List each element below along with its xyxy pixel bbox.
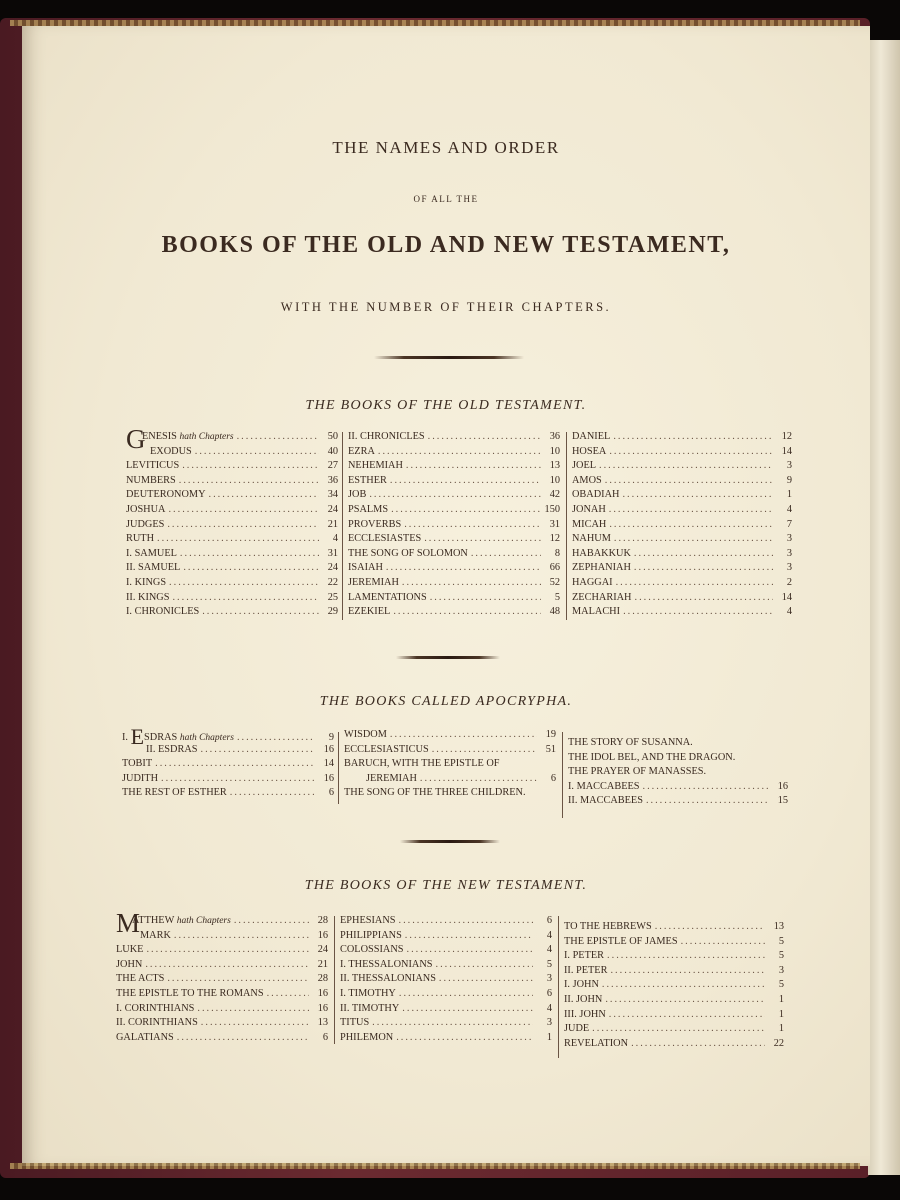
chapter-count: 21 <box>317 958 328 970</box>
list-item <box>568 780 788 795</box>
list-item <box>340 1016 552 1031</box>
list-item <box>348 430 560 445</box>
chapter-count: 5 <box>778 935 784 947</box>
book-name: EXODUS <box>150 445 192 457</box>
chapter-count: 2 <box>786 576 792 588</box>
list-item <box>348 474 560 489</box>
chapter-count: 66 <box>549 562 560 574</box>
book-name: THE EPISTLE TO THE ROMANS <box>116 987 264 999</box>
chapter-count: 36 <box>327 474 338 486</box>
book-name: THE EPISTLE OF JAMES <box>564 935 678 947</box>
list-item <box>340 1031 552 1046</box>
chapter-count: 31 <box>327 547 338 559</box>
chapter-count: 3 <box>546 1017 552 1029</box>
list-item <box>340 958 552 973</box>
book-name: COLOSSIANS <box>340 944 404 956</box>
chapter-count: 28 <box>317 973 328 985</box>
list-item <box>564 1008 784 1023</box>
apoc-divider-1 <box>338 732 339 804</box>
book-name: LUKE <box>116 944 144 956</box>
chapter-count: 16 <box>317 929 328 941</box>
chapter-count: 16 <box>317 987 328 999</box>
apoc-divider-2 <box>562 732 563 818</box>
list-item <box>126 576 338 591</box>
gilt-border-bottom <box>10 1163 860 1169</box>
list-item <box>116 1002 328 1017</box>
chapter-count: 13 <box>549 460 560 472</box>
chapter-count: 22 <box>327 576 338 588</box>
list-item <box>564 935 784 950</box>
ot-divider-1 <box>342 432 343 620</box>
book-name: DEUTERONOMY <box>126 489 206 501</box>
list-item <box>568 794 788 809</box>
book-name: WISDOM <box>344 729 387 740</box>
list-item <box>126 605 338 620</box>
header-main-title: BOOKS OF THE OLD AND NEW TESTAMENT, <box>161 232 731 258</box>
chapter-count: 14 <box>323 758 334 770</box>
book-name: MICAH <box>572 518 607 530</box>
chapter-count: 24 <box>327 562 338 574</box>
chapter-count: 4 <box>546 929 552 941</box>
list-item <box>344 757 556 772</box>
book-name: ENESIS <box>142 431 177 442</box>
book-name: I. TIMOTHY <box>340 987 396 999</box>
ot-divider-2 <box>566 432 567 620</box>
list-item <box>564 978 784 993</box>
list-item <box>340 972 552 987</box>
list-item <box>126 591 338 606</box>
drop-cap-g: G <box>126 424 146 454</box>
chapter-count: 3 <box>786 547 792 559</box>
apoc-column-2 <box>344 728 556 801</box>
chapter-count: 12 <box>781 431 792 442</box>
book-name: I. JOHN <box>564 979 599 991</box>
book-name: AMOS <box>572 474 602 486</box>
chapter-count: 4 <box>786 606 792 618</box>
book-name: II. SAMUEL <box>126 562 181 574</box>
chapter-count: 14 <box>781 591 792 603</box>
list-item <box>564 1022 784 1037</box>
list-item <box>116 1031 328 1046</box>
list-item <box>116 1016 328 1031</box>
book-name: THE ACTS <box>116 973 165 985</box>
list-item <box>572 605 792 620</box>
baruch-num: 6 <box>550 772 556 784</box>
list-item <box>126 488 338 503</box>
chapter-count: 21 <box>327 518 338 530</box>
chapter-count: 15 <box>777 795 788 807</box>
list-item <box>572 430 792 445</box>
book-name: ECCLESIASTICUS <box>344 743 429 755</box>
list-item <box>564 920 784 935</box>
list-item <box>116 958 328 973</box>
chapter-count: 16 <box>323 772 334 784</box>
list-item <box>564 964 784 979</box>
nt-divider-1 <box>334 916 335 1044</box>
chapter-count: 4 <box>786 503 792 515</box>
section-title-apocrypha: THE BOOKS CALLED APOCRYPHA. <box>319 694 573 709</box>
list-item <box>126 532 338 547</box>
list-item <box>348 547 560 562</box>
chapter-count: 1 <box>778 1008 784 1020</box>
apoc-first-num: 9 <box>328 732 334 743</box>
ornament-rule-1 <box>374 356 524 359</box>
chapter-count: 27 <box>327 460 338 472</box>
book-name: II. JOHN <box>564 993 603 1005</box>
nt-divider-2 <box>558 916 559 1058</box>
list-item <box>116 943 328 958</box>
book-name: ESTHER <box>348 474 387 486</box>
book-name: HOSEA <box>572 445 607 457</box>
chapter-count: 3 <box>546 973 552 985</box>
list-item <box>344 728 556 743</box>
section-title-old-testament: THE BOOKS OF THE OLD TESTAMENT. <box>305 398 587 413</box>
book-name: ZEPHANIAH <box>572 562 631 574</box>
book-name: NAHUM <box>572 533 611 545</box>
list-item <box>572 503 792 518</box>
book-name: NEHEMIAH <box>348 460 403 472</box>
list-item <box>126 561 338 576</box>
chapter-count: 48 <box>549 606 560 618</box>
list-item <box>572 576 792 591</box>
chapter-count: 150 <box>544 503 560 515</box>
book-name: EZEKIEL <box>348 606 391 618</box>
chapter-count: 5 <box>778 950 784 962</box>
page-edges <box>868 40 900 1175</box>
list-item <box>122 786 334 801</box>
hath-chapters-label: hath Chapters <box>176 916 231 926</box>
list-item <box>572 532 792 547</box>
ot-column-1 <box>126 430 338 620</box>
chapter-count: 25 <box>327 591 338 603</box>
chapter-count: 3 <box>786 460 792 472</box>
chapter-count: 52 <box>549 576 560 588</box>
list-item <box>344 786 556 801</box>
list-item <box>126 474 338 489</box>
list-item <box>572 561 792 576</box>
list-item <box>116 987 328 1002</box>
chapter-count: 3 <box>786 562 792 574</box>
list-item <box>126 503 338 518</box>
ot-column-3 <box>572 430 792 620</box>
header-line-names-order: THE NAMES AND ORDER <box>332 138 560 157</box>
chapter-count: 29 <box>327 606 338 618</box>
list-item <box>122 772 334 787</box>
chapter-count: 12 <box>549 533 560 545</box>
book-name: EPHESIANS <box>340 915 396 926</box>
chapter-count: 3 <box>786 533 792 545</box>
list-item <box>126 459 338 474</box>
chapter-count: 4 <box>332 533 338 545</box>
list-item <box>348 518 560 533</box>
list-item <box>564 993 784 1008</box>
book-name: JOB <box>348 489 367 501</box>
list-item <box>340 914 552 929</box>
chapter-count: 34 <box>327 489 338 501</box>
book-name: I. THESSALONIANS <box>340 958 433 970</box>
chapter-count: 4 <box>546 944 552 956</box>
chapter-count: 1 <box>778 1023 784 1035</box>
three-children-text: THE SONG OF THE THREE CHILDREN. <box>344 787 526 799</box>
list-item <box>572 474 792 489</box>
chapter-count: 24 <box>317 944 328 956</box>
baruch-line-1: BARUCH, WITH THE EPISTLE OF <box>344 758 500 770</box>
list-item <box>572 488 792 503</box>
apocrypha-title: THE STORY OF SUSANNA. <box>568 737 693 748</box>
book-name: MARK <box>140 929 171 941</box>
section-title-new-testament: THE BOOKS OF THE NEW TESTAMENT. <box>304 878 588 893</box>
book-name: EZRA <box>348 445 375 457</box>
book-name: III. JOHN <box>564 1008 606 1020</box>
list-item <box>348 605 560 620</box>
book-name: TOBIT <box>122 758 153 770</box>
book-page <box>22 26 870 1166</box>
list-item <box>572 591 792 606</box>
nt-column-3 <box>564 920 784 1051</box>
chapter-count: 1 <box>546 1031 552 1043</box>
list-item <box>126 430 338 445</box>
book-name: JUDGES <box>126 518 165 530</box>
book-name: LEVITICUS <box>126 460 180 472</box>
chapter-count: 3 <box>778 964 784 976</box>
list-item <box>126 518 338 533</box>
list-item <box>348 561 560 576</box>
list-item <box>572 518 792 533</box>
drop-cap-m: M <box>116 908 141 938</box>
nt-column-2 <box>340 914 552 1045</box>
list-item <box>348 459 560 474</box>
nt-column-1 <box>116 914 328 1045</box>
apoc-column-1 <box>122 724 334 801</box>
list-item <box>348 445 560 460</box>
book-name: TITUS <box>340 1017 370 1029</box>
chapter-count: 4 <box>546 1002 552 1014</box>
book-name: II. CHRONICLES <box>348 431 425 442</box>
chapter-count: 7 <box>786 518 792 530</box>
list-item <box>564 949 784 964</box>
chapter-count: 40 <box>327 445 338 457</box>
book-name: II. TIMOTHY <box>340 1002 400 1014</box>
book-name: PROVERBS <box>348 518 402 530</box>
book-name: II. ESDRAS <box>146 743 198 755</box>
list-item <box>564 1037 784 1052</box>
chapter-count: 24 <box>327 503 338 515</box>
list-item <box>340 987 552 1002</box>
list-item <box>348 532 560 547</box>
book-name: ISAIAH <box>348 562 383 574</box>
list-item <box>348 576 560 591</box>
apoc-first-prefix: I. <box>122 732 129 743</box>
list-item <box>122 757 334 772</box>
list-item <box>122 743 334 758</box>
hath-chapters-label: hath Chapters <box>179 733 234 743</box>
list-item <box>568 751 788 766</box>
chapter-count: 10 <box>549 445 560 457</box>
chapter-count: 50 <box>327 431 338 442</box>
list-item <box>348 488 560 503</box>
apoc-column-3 <box>568 736 788 809</box>
book-name: HAGGAI <box>572 576 613 588</box>
list-item <box>116 972 328 987</box>
header-line-of-all-the: OF ALL THE <box>413 194 479 204</box>
book-name: JOEL <box>572 460 597 472</box>
chapter-count: 14 <box>781 445 792 457</box>
chapter-count: 13 <box>317 1017 328 1029</box>
baruch-line-2: JEREMIAH <box>366 772 417 784</box>
chapter-count: 6 <box>322 1031 328 1043</box>
chapter-count: 51 <box>545 743 556 755</box>
book-name: JEREMIAH <box>348 576 399 588</box>
book-name: II. MACCABEES <box>568 795 643 807</box>
chapter-count: 28 <box>317 915 328 926</box>
book-name: NUMBERS <box>126 474 176 486</box>
chapter-count: 1 <box>786 489 792 501</box>
list-item <box>344 772 556 787</box>
book-name: HABAKKUK <box>572 547 631 559</box>
chapter-count: 5 <box>546 958 552 970</box>
apocrypha-title: THE IDOL BEL, AND THE DRAGON. <box>568 751 736 763</box>
book-name: LAMENTATIONS <box>348 591 427 603</box>
book-name: REVELATION <box>564 1037 629 1049</box>
book-name: I. CORINTHIANS <box>116 1002 195 1014</box>
chapter-count: 16 <box>323 743 334 755</box>
chapter-count: 5 <box>554 591 560 603</box>
chapter-count: 22 <box>773 1037 784 1049</box>
list-item <box>116 914 328 929</box>
book-name: I. SAMUEL <box>126 547 177 559</box>
list-item <box>572 459 792 474</box>
nt-hebrews-num: 13 <box>773 921 784 932</box>
list-item <box>568 765 788 780</box>
book-name: RUTH <box>126 533 155 545</box>
book-name: I. KINGS <box>126 576 167 588</box>
chapter-count: 42 <box>549 489 560 501</box>
nt-hebrews-name: TO THE HEBREWS <box>564 921 652 932</box>
hath-chapters-label: hath Chapters <box>179 432 234 442</box>
apoc-first-name: SDRAS <box>144 732 178 743</box>
book-name: I. MACCABEES <box>568 780 640 792</box>
book-name: I. CHRONICLES <box>126 606 200 618</box>
book-name: THE SONG OF SOLOMON <box>348 547 468 559</box>
book-name: ZECHARIAH <box>572 591 632 603</box>
chapter-count: 6 <box>546 987 552 999</box>
book-name: II. THESSALONIANS <box>340 973 436 985</box>
book-name: II. CORINTHIANS <box>116 1017 198 1029</box>
book-name: PSALMS <box>348 503 389 515</box>
list-item <box>340 943 552 958</box>
book-name: GALATIANS <box>116 1031 174 1043</box>
ornament-rule-2 <box>396 656 500 659</box>
list-item <box>126 547 338 562</box>
book-name: JUDITH <box>122 772 159 784</box>
book-name: OBADIAH <box>572 489 620 501</box>
chapter-count: 31 <box>549 518 560 530</box>
book-name: MALACHI <box>572 606 621 618</box>
chapter-count: 6 <box>546 915 552 926</box>
chapter-count: 19 <box>545 729 556 740</box>
list-item <box>116 929 328 944</box>
list-item <box>340 1002 552 1017</box>
list-item <box>348 591 560 606</box>
chapter-count: 9 <box>786 474 792 486</box>
book-name: PHILIPPIANS <box>340 929 402 941</box>
header-subtitle: WITH THE NUMBER OF THEIR CHAPTERS. <box>280 300 612 314</box>
chapter-count: 1 <box>778 993 784 1005</box>
chapter-count: 8 <box>554 547 560 559</box>
list-item <box>568 736 788 751</box>
list-item <box>126 445 338 460</box>
chapter-count: 10 <box>549 474 560 486</box>
list-item <box>344 743 556 758</box>
ornament-rule-3 <box>400 840 500 843</box>
book-name: II. KINGS <box>126 591 170 603</box>
chapter-count: 6 <box>328 787 334 799</box>
chapter-count: 16 <box>777 780 788 792</box>
list-item <box>572 547 792 562</box>
book-name: THE REST OF ESTHER <box>122 787 227 799</box>
drop-cap-e: E <box>130 724 145 749</box>
book-name: DANIEL <box>572 431 611 442</box>
chapter-count: 36 <box>549 431 560 442</box>
apocrypha-title: THE PRAYER OF MANASSES. <box>568 766 707 778</box>
book-name: I. PETER <box>564 950 605 962</box>
chapter-count: 16 <box>317 1002 328 1014</box>
book-name: JUDE <box>564 1023 590 1035</box>
ot-column-2 <box>348 430 560 620</box>
list-item <box>348 503 560 518</box>
list-item <box>572 445 792 460</box>
book-name: ECCLESIASTES <box>348 533 422 545</box>
book-name: JONAH <box>572 503 606 515</box>
book-name: JOHN <box>116 958 143 970</box>
chapter-count: 5 <box>778 979 784 991</box>
book-name: JOSHUA <box>126 503 166 515</box>
book-name: ATTHEW <box>132 915 175 926</box>
list-item <box>340 929 552 944</box>
book-name: II. PETER <box>564 964 608 976</box>
book-name: PHILEMON <box>340 1031 394 1043</box>
